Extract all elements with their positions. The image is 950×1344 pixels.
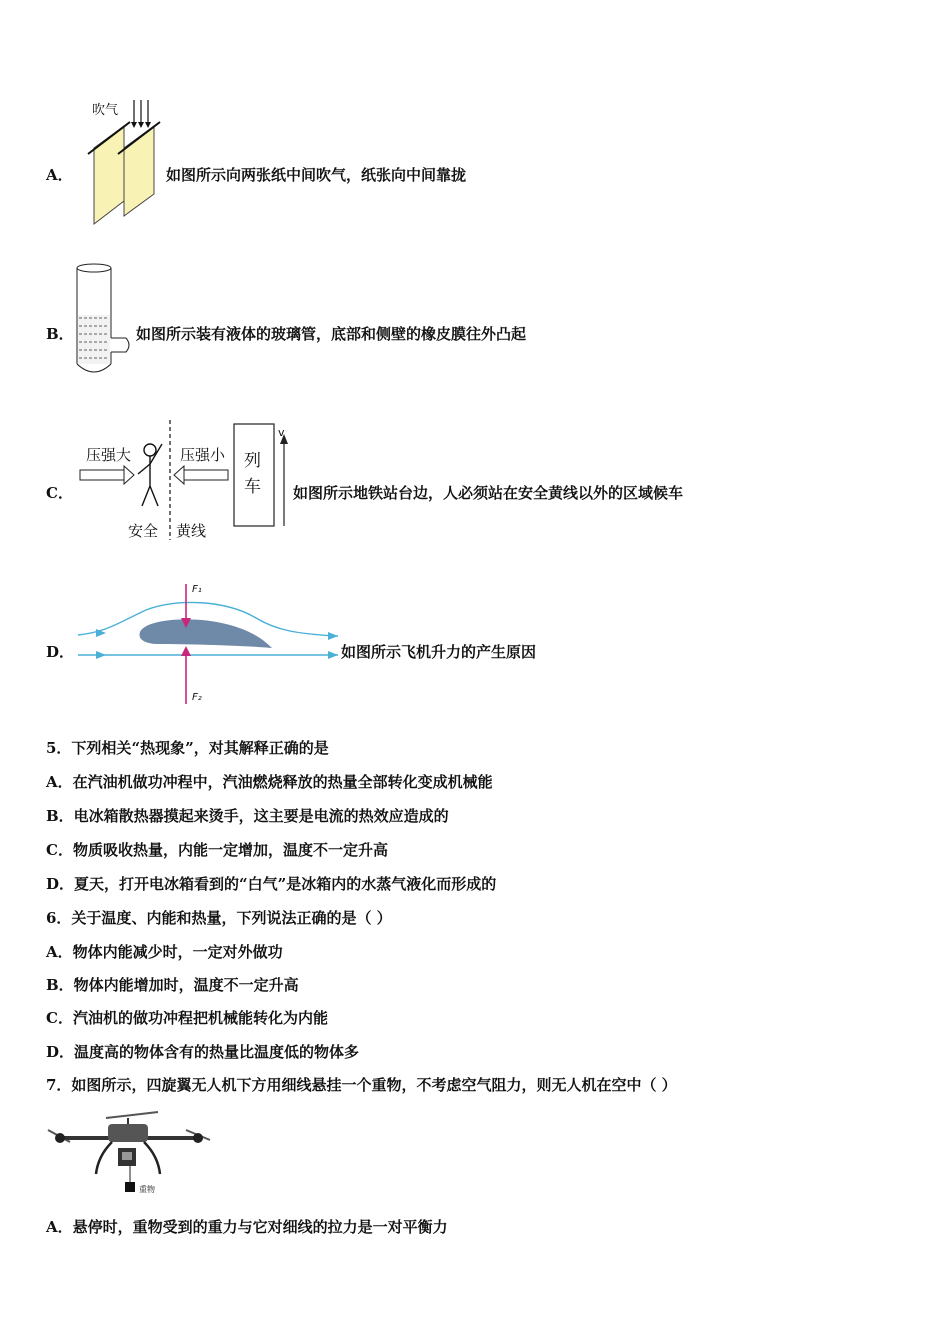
safe-label: 安全: [128, 522, 159, 540]
q7-stem: 7．如图所示，四旋翼无人机下方用细线悬挂一个重物，不考虑空气阻力，则无人机在空中（ ）: [46, 1076, 677, 1094]
weight-label: 重物: [139, 1185, 155, 1194]
drone-figure: [46, 1108, 212, 1196]
blow-arrows-icon: [134, 100, 148, 124]
airfoil-figure: [76, 580, 342, 708]
low-pressure-label: 压强小: [180, 446, 226, 464]
option-a-letter: A．: [46, 166, 73, 184]
high-pressure-label: 压强大: [86, 446, 132, 464]
q6-stem: 6．关于温度、内能和热量，下列说法正确的是（ ）: [46, 909, 392, 927]
f2-label: F₂: [192, 692, 202, 703]
yellow-line-label: 黄线: [176, 522, 207, 540]
q6-option-d: D．温度高的物体含有的热量比温度低的物体多: [46, 1043, 360, 1061]
q5-stem: 5．下列相关“热现象”，对其解释正确的是: [46, 739, 329, 757]
option-c-text: 如图所示地铁站台边，人必须站在安全黄线以外的区域候车: [293, 484, 684, 502]
subway-platform-figure: [76, 416, 292, 544]
train-label-2: 车: [244, 477, 261, 497]
q7-option-a: A．悬停时，重物受到的重力与它对细线的拉力是一对平衡力: [46, 1218, 448, 1236]
option-a-figure: [78, 96, 168, 231]
blow-label: 吹气: [92, 103, 119, 118]
option-d-letter: D．: [46, 643, 75, 661]
q6-option-b: B．物体内能增加时，温度不一定升高: [46, 976, 299, 994]
train-label-1: 列: [244, 451, 261, 471]
option-b-letter: B．: [46, 325, 74, 343]
option-a-text: 如图所示向两张纸中间吹气，纸张向中间靠拢: [166, 166, 467, 184]
f1-label: F₁: [192, 584, 202, 595]
q5-option-a: A．在汽油机做功冲程中，汽油燃烧释放的热量全部转化变成机械能: [46, 773, 493, 791]
q5-option-b: B．电冰箱散热器摸起来烫手，这主要是电流的热效应造成的: [46, 807, 449, 825]
q5-option-d: D．夏天，打开电冰箱看到的“白气”是冰箱内的水蒸气液化而形成的: [46, 875, 497, 893]
option-c-letter: C．: [46, 484, 73, 502]
option-d-text: 如图所示飞机升力的产生原因: [341, 643, 537, 661]
person-icon: [138, 444, 162, 506]
option-b-text: 如图所示装有液体的玻璃管，底部和侧壁的橡皮膜往外凸起: [136, 325, 527, 343]
velocity-label: v: [278, 426, 285, 439]
q6-option-c: C．汽油机的做功冲程把机械能转化为内能: [46, 1009, 328, 1027]
q5-option-c: C．物质吸收热量，内能一定增加，温度不一定升高: [46, 841, 388, 859]
q6-option-a: A．物体内能减少时，一定对外做功: [46, 943, 283, 961]
glass-tube-figure: [74, 260, 136, 378]
